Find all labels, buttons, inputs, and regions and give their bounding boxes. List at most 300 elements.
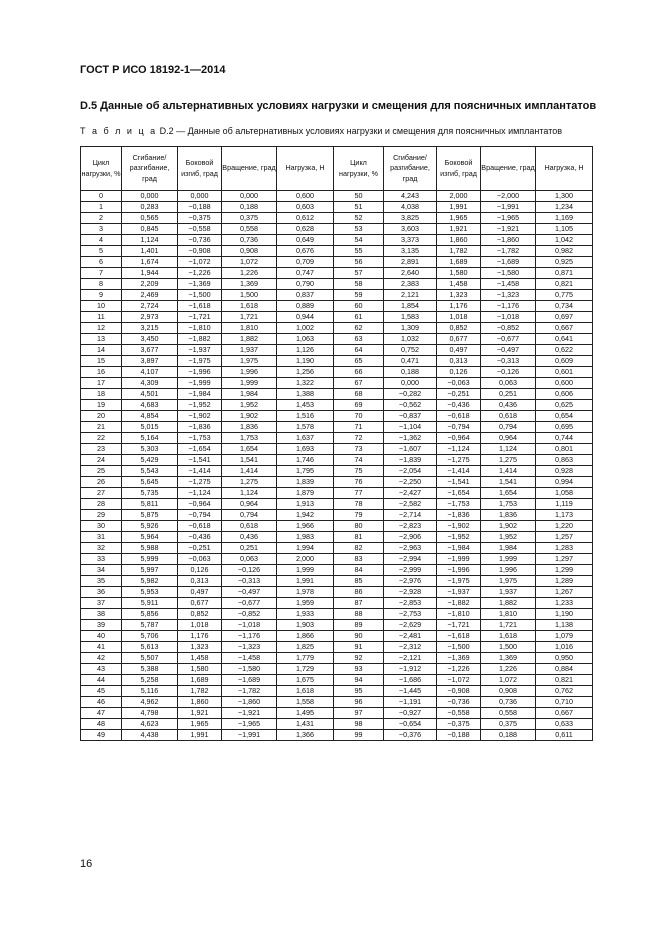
header-cell: Цикл нагрузки, % [81,147,122,191]
table-cell: 1,190 [277,356,334,367]
table-cell: 80 [334,521,384,532]
table-cell: 1,836 [481,510,536,521]
table-cell: 14 [81,345,122,356]
table-cell: 0,618 [222,521,277,532]
table-cell: 82 [334,543,384,554]
table-cell: 0,600 [277,191,334,202]
table-cell: −1,860 [222,697,277,708]
table-row [81,466,593,477]
table-cell: 1,782 [178,686,222,697]
table-cell: 44 [81,675,122,686]
table-cell: 0,794 [481,422,536,433]
table-cell: −0,794 [178,510,222,521]
table-row [81,510,593,521]
table-cell: 5,787 [122,620,178,631]
table-cell: 1,921 [437,224,481,235]
table-caption-text: D.2 — Данные об альтернативных условиях нагрузки и смещения для поясничных имплантатов [157,126,563,136]
table-cell: −1,018 [481,312,536,323]
table-cell: −1,965 [481,213,536,224]
table-cell: −0,313 [222,576,277,587]
table-cell: 1,267 [536,587,593,598]
table-cell: 0,908 [481,686,536,697]
table-cell: 1,991 [437,202,481,213]
table-cell: 7 [81,268,122,279]
table-row [81,455,593,466]
table-cell: 1,978 [277,587,334,598]
table-cell: 1,984 [481,543,536,554]
table-cell: 1,063 [277,334,334,345]
table-cell: −1,686 [384,675,437,686]
table-cell: 0,837 [277,290,334,301]
table-cell: −0,126 [481,367,536,378]
table-row [81,620,593,631]
table-row [81,312,593,323]
table-cell: −0,497 [481,345,536,356]
table-cell: −1,458 [481,279,536,290]
table-cell: −1,810 [437,609,481,620]
table-cell: 1,999 [277,565,334,576]
table-row [81,400,593,411]
table-cell: 0,908 [222,246,277,257]
table-cell: 1,721 [222,312,277,323]
table-cell: 0,794 [222,510,277,521]
header-cell: Вращение, град [481,147,536,191]
table-cell: 1,618 [277,686,334,697]
table-cell: 5,116 [122,686,178,697]
table-cell: 2,000 [437,191,481,202]
table-cell: −0,436 [178,532,222,543]
table-row [81,664,593,675]
table-cell: −0,908 [437,686,481,697]
table-cell: 0,944 [277,312,334,323]
table-cell: 39 [81,620,122,631]
table-cell: 0,497 [178,587,222,598]
table-cell: 0,801 [536,444,593,455]
table-cell: 1,839 [277,477,334,488]
table-row [81,521,593,532]
table-cell: 5,875 [122,510,178,521]
table-cell: 1,753 [222,433,277,444]
table-cell: 1,458 [437,279,481,290]
table-row [81,488,593,499]
table-cell: 1,952 [481,532,536,543]
table-cell: −2,427 [384,488,437,499]
header-cell: Вращение, град [222,147,277,191]
table-cell: −0,497 [222,587,277,598]
table-cell: −0,736 [437,697,481,708]
table-cell: 0,928 [536,466,593,477]
table-cell: −2,121 [384,653,437,664]
table-cell: 1,913 [277,499,334,510]
table-cell: 83 [334,554,384,565]
table-cell: 1,578 [277,422,334,433]
table-cell: 3,373 [384,235,437,246]
table-cell: 1,124 [222,488,277,499]
table-cell: 26 [81,477,122,488]
table-cell: 60 [334,301,384,312]
table-cell: 85 [334,576,384,587]
table-cell: −1,226 [178,268,222,279]
table-cell: 1,366 [277,730,334,741]
table-cell: 1,860 [437,235,481,246]
table-cell: −1,607 [384,444,437,455]
table-cell: 1,836 [222,422,277,433]
table-cell: 3,603 [384,224,437,235]
table-cell: 0,606 [536,389,593,400]
table-cell: 78 [334,499,384,510]
table-cell: 5,735 [122,488,178,499]
table-cell: 5,953 [122,587,178,598]
table-cell: 17 [81,378,122,389]
table-cell: 0,251 [481,389,536,400]
table-cell: 4,854 [122,411,178,422]
table-row [81,345,593,356]
header-cell: Цикл нагрузки, % [334,147,384,191]
table-cell: 1,825 [277,642,334,653]
table-cell: −1,580 [222,664,277,675]
table-cell: 1,289 [536,576,593,587]
table-cell: 1,105 [536,224,593,235]
table-cell: 1,996 [481,565,536,576]
table-row [81,719,593,730]
table-cell: 1,693 [277,444,334,455]
table-cell: −2,481 [384,631,437,642]
table-cell: 1,500 [222,290,277,301]
table-row [81,653,593,664]
table-cell: 35 [81,576,122,587]
table-cell: 0,612 [277,213,334,224]
table-row [81,730,593,741]
table-cell: 1,322 [277,378,334,389]
table-row [81,334,593,345]
table-cell: 77 [334,488,384,499]
table-cell: 87 [334,598,384,609]
table-cell: −0,852 [481,323,536,334]
table-cell: 0,925 [536,257,593,268]
table-cell: 0,611 [536,730,593,741]
table-cell: 56 [334,257,384,268]
table-cell: 3,677 [122,345,178,356]
table-cell: 29 [81,510,122,521]
table-cell: 1,299 [536,565,593,576]
table-cell: 0,667 [536,708,593,719]
table-cell: 40 [81,631,122,642]
table-cell: 1,369 [481,653,536,664]
table-cell: 2,469 [122,290,178,301]
table-cell: 1,882 [222,334,277,345]
table-cell: −2,906 [384,532,437,543]
table-cell: 1,952 [222,400,277,411]
table-row [81,411,593,422]
table-cell: 5,964 [122,532,178,543]
table-cell: 92 [334,653,384,664]
header-cell: Боковой изгиб, град [437,147,481,191]
table-cell: 1,782 [437,246,481,257]
table-cell: 1,689 [178,675,222,686]
table-cell: 33 [81,554,122,565]
table-cell: 2 [81,213,122,224]
table-cell: 47 [81,708,122,719]
table-cell: 0,736 [481,697,536,708]
table-cell: 93 [334,664,384,675]
table-cell: −2,753 [384,609,437,620]
table-cell: 5,856 [122,609,178,620]
table-cell: 1,959 [277,598,334,609]
table-cell: 0,697 [536,312,593,323]
table-cell: −2,853 [384,598,437,609]
table-cell: 1,388 [277,389,334,400]
table-cell: −1,996 [437,565,481,576]
table-cell: 57 [334,268,384,279]
table-cell: 1,753 [481,499,536,510]
table-cell: 1,072 [222,257,277,268]
table-cell: 2,724 [122,301,178,312]
table-cell: 53 [334,224,384,235]
table-cell: −1,810 [178,323,222,334]
table-cell: −1,882 [178,334,222,345]
table-cell: 1,965 [437,213,481,224]
table-cell: 0,436 [222,532,277,543]
table-cell: −1,999 [178,378,222,389]
table-cell: −1,414 [178,466,222,477]
table-cell: 0,565 [122,213,178,224]
table-cell: 1,583 [384,312,437,323]
table-cell: 0,964 [222,499,277,510]
table-cell: 3,135 [384,246,437,257]
table-cell: 45 [81,686,122,697]
table-cell: 66 [334,367,384,378]
table-cell: −1,782 [481,246,536,257]
table-cell: 10 [81,301,122,312]
table-row [81,565,593,576]
table-cell: −1,500 [437,642,481,653]
table-cell: 1,999 [481,554,536,565]
table-cell: 1,323 [437,290,481,301]
table-row [81,576,593,587]
table-cell: 0,762 [536,686,593,697]
table-cell: 96 [334,697,384,708]
table-cell: 1,138 [536,620,593,631]
table-cell: −1,921 [481,224,536,235]
table-cell: 4,438 [122,730,178,741]
table-cell: 94 [334,675,384,686]
table-cell: 1,257 [536,532,593,543]
table-cell: 0,126 [437,367,481,378]
table-cell: 32 [81,543,122,554]
table-cell: −0,313 [481,356,536,367]
table-cell: 20 [81,411,122,422]
table-cell: 76 [334,477,384,488]
table-cell: 5,015 [122,422,178,433]
table-cell: −2,994 [384,554,437,565]
table-cell: 91 [334,642,384,653]
table-cell: −1,991 [222,730,277,741]
table-cell: −1,753 [437,499,481,510]
table-cell: 1,516 [277,411,334,422]
table-cell: −0,794 [437,422,481,433]
table-cell: −0,558 [437,708,481,719]
table-row [81,246,593,257]
table-cell: 0,188 [222,202,277,213]
table-cell: 1,190 [536,609,593,620]
table-row [81,697,593,708]
table-cell: −1,991 [481,202,536,213]
table-cell: −0,618 [178,521,222,532]
table-cell: 1,933 [277,609,334,620]
table-cell: 1,275 [222,477,277,488]
table-header-row [81,147,593,191]
table-cell: 0,667 [536,323,593,334]
table-cell: 0,863 [536,455,593,466]
table-cell: −1,541 [437,477,481,488]
table-cell: 4 [81,235,122,246]
table-cell: 1,541 [481,477,536,488]
table-cell: 1,854 [384,301,437,312]
table-cell: 1,283 [536,543,593,554]
table-cell: 5,543 [122,466,178,477]
table-cell: 30 [81,521,122,532]
table-cell: −0,375 [178,213,222,224]
table-cell: 8 [81,279,122,290]
table-cell: −0,908 [178,246,222,257]
table-cell: 1,903 [277,620,334,631]
table-cell: 1,275 [481,455,536,466]
table-cell: 0,747 [277,268,334,279]
table-cell: 1,300 [536,191,593,202]
table-row [81,444,593,455]
table-cell: 0,251 [222,543,277,554]
table-cell: −1,500 [178,290,222,301]
table-cell: −2,963 [384,543,437,554]
table-cell: 43 [81,664,122,675]
table-cell: 61 [334,312,384,323]
table-cell: 13 [81,334,122,345]
table-cell: 1,369 [222,279,277,290]
table-cell: −0,558 [178,224,222,235]
table-row [81,356,593,367]
table-cell: 1,453 [277,400,334,411]
table-cell: 0,649 [277,235,334,246]
table-cell: −1,191 [384,697,437,708]
table-cell: 97 [334,708,384,719]
table-cell: 1,674 [122,257,178,268]
table-cell: 4,309 [122,378,178,389]
table-cell: 4,962 [122,697,178,708]
table-cell: 1,810 [481,609,536,620]
table-cell: −0,677 [222,598,277,609]
table-cell: 51 [334,202,384,213]
table-cell: 0,313 [178,576,222,587]
table-cell: 0,558 [481,708,536,719]
table-cell: 0,000 [222,191,277,202]
table-cell: 73 [334,444,384,455]
table-cell: 1,984 [222,389,277,400]
table-cell: 0,633 [536,719,593,730]
table-row [81,686,593,697]
table-cell: 1,580 [178,664,222,675]
table-cell: 1,169 [536,213,593,224]
table-row [81,213,593,224]
table-cell: 1,126 [277,345,334,356]
table-cell: 3,215 [122,323,178,334]
table-cell: 0,654 [536,411,593,422]
table-cell: 89 [334,620,384,631]
table-cell: 1,795 [277,466,334,477]
table-cell: 1,042 [536,235,593,246]
table-row [81,499,593,510]
table-cell: 5 [81,246,122,257]
table-cell: −0,562 [384,400,437,411]
table-cell: 5,982 [122,576,178,587]
table-cell: 0,436 [481,400,536,411]
table-cell: 1,675 [277,675,334,686]
table-cell: −0,251 [178,543,222,554]
table-cell: 86 [334,587,384,598]
table-cell: −1,965 [222,719,277,730]
table-cell: 0,471 [384,356,437,367]
table-cell: −1,275 [437,455,481,466]
table-cell: −0,188 [437,730,481,741]
table-cell: 27 [81,488,122,499]
table-cell: −2,714 [384,510,437,521]
table-cell: 1,495 [277,708,334,719]
table-row [81,257,593,268]
table-cell: 5,388 [122,664,178,675]
table-cell: 2,383 [384,279,437,290]
table-cell: 0,600 [536,378,593,389]
table-cell: 74 [334,455,384,466]
table-cell: 18 [81,389,122,400]
table-cell: −1,618 [437,631,481,642]
page-number: 16 [80,858,93,870]
table-cell: −1,369 [437,653,481,664]
table-cell: 46 [81,697,122,708]
table-cell: 0,677 [178,598,222,609]
table-cell: −1,921 [222,708,277,719]
table-cell: 9 [81,290,122,301]
table-cell: 21 [81,422,122,433]
table-cell: 0,063 [481,378,536,389]
section-heading: D.5 Данные об альтернативных условиях нагрузки и смещения для поясничных имплантатов [80,100,597,112]
table-row [81,631,593,642]
table-cell: 0,889 [277,301,334,312]
table-cell: −2,999 [384,565,437,576]
table-cell: −2,000 [481,191,536,202]
table-cell: −1,580 [481,268,536,279]
table-cell: 0,641 [536,334,593,345]
table-cell: −1,882 [437,598,481,609]
table-cell: 1,226 [481,664,536,675]
table-cell: 0,000 [178,191,222,202]
table-cell: 1,032 [384,334,437,345]
table-cell: 1,937 [481,587,536,598]
table-cell: 42 [81,653,122,664]
table-cell: 0,313 [437,356,481,367]
table-row [81,323,593,334]
table-cell: 1,018 [437,312,481,323]
table-cell: 1,220 [536,521,593,532]
table-cell: −1,072 [437,675,481,686]
table-cell: −1,275 [178,477,222,488]
table-cell: −1,445 [384,686,437,697]
table-cell: 88 [334,609,384,620]
table-cell: 0,126 [178,565,222,576]
table-cell: 5,164 [122,433,178,444]
table-cell: 1,746 [277,455,334,466]
table-cell: −0,654 [384,719,437,730]
table-cell: 1,879 [277,488,334,499]
table-cell: −1,839 [384,455,437,466]
